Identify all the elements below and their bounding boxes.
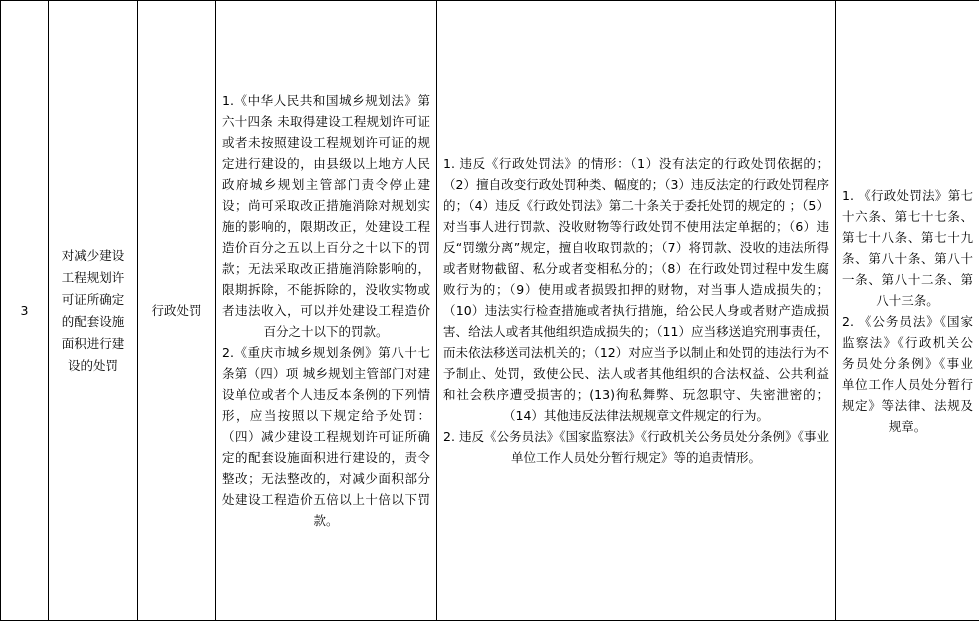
legal-basis-cell [836,1,979,621]
responsibility-cell [437,1,836,621]
row-index: 3 [20,303,29,318]
responsibility-paragraph-1: 1. 违反《行政处罚法》的情形：（1）没有法定的行政处罚依据的；（2）擅自改变行政处罚种类、幅度的；（3）违反法定的行政处罚程序的；（4）违反《行政处罚法》第二十条关于委托处罚的规定的 ；（5）对当事人进行罚款、没收财物等行政处罚不使用法定单据的；（6）违反“罚缴分离”规定，擅自收取罚款的；（7）将罚款、没收的违法所得或者财物截留、私分或者变相私分的；（8）在行政处罚过程中发生腐败行为的；（9）使用或者损毁扣押的财物，对当事人造成损失的；（10）违法实行检查措施或者执行措施，给公民人身或者财产造成损害、给法人或者其他组织造成损失的；（11）应当移送追究刑事责任，而未依法移送司法机关的；（12）对应当予以制止和处罚的违法行为不予制止、处罚，致使公民、法人或者其他组织的合法权益、公共利益和社会秩序遭受损害的；(13)徇私舞弊、玩忽职守、失密泄密的；（14）其他违反法律法规规章文件规定的行为。 [443,156,829,423]
item-name-cell [49,1,138,621]
basis-cell [216,1,437,621]
legal-basis-paragraph-1: 1. 《行政处罚法》第七十六条、第七十七条、第七十八条、第七十九条、第八十条、第八十一条、第八十二条、第八十三条。 [842,187,973,308]
responsibility-paragraph-2: 2. 违反《公务员法》《国家监察法》《行政机关公务员处分条例》《事业单位工作人员处分暂行规定》等的追责情形。 [443,429,829,465]
item-name: 对减少建设工程规划许可证所确定的配套设施面积进行建设的处罚 [61,247,125,373]
index-cell [1,1,49,621]
table-row [1,1,979,621]
category-cell [138,1,216,621]
legal-basis-paragraph-2: 2. 《公务员法》《国家监察法》《行政机关公务员处分条例》《事业单位工作人员处分暂行规定》等法律、法规及规章。 [842,313,973,434]
basis-paragraph-2: 2.《重庆市城乡规划条例》第八十七条第（四）项 城乡规划主管部门对建设单位或者个人违反本条例的下列情形，应当按照以下规定给予处罚：（四）减少建设工程规划许可证所确定的配套设施面积进行建设的，责令整改；无法整改的，对减少面积部分处建设工程造价五倍以上十倍以下罚款。 [222,345,430,528]
item-category: 行政处罚 [151,303,202,318]
basis-paragraph-1: 1.《中华人民共和国城乡规划法》第六十四条 未取得建设工程规划许可证或者未按照建设工程规划许可证的规定进行建设的，由县级以上地方人民政府城乡规划主管部门责令停止建设；尚可采取改正措施消除对规划实施的影响的，限期改正，处建设工程造价百分之五以上百分之十以下的罚款；无法采取改正措施消除影响的，限期拆除，不能拆除的，没收实物或者违法收入，可以并处建设工程造价百分之十以下的罚款。 [222,93,430,339]
